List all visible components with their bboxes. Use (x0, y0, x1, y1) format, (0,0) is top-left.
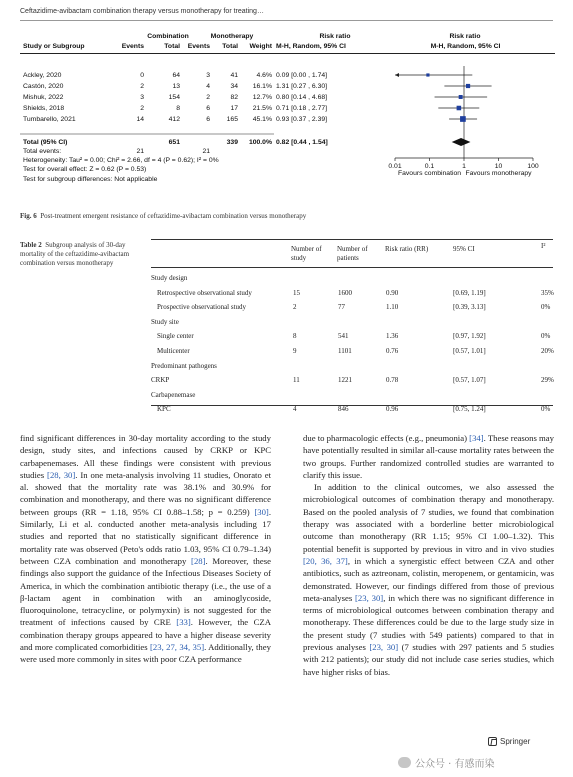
table-section-label: Study site (151, 317, 179, 326)
subgroup-text: Test for subgroup differences: Not applicable (23, 176, 158, 183)
header-events-1: Events (121, 43, 144, 50)
forest-plot (20, 28, 555, 198)
x-tick-label: 1 (462, 163, 466, 170)
x-tick-label: 0.01 (388, 163, 402, 170)
table-header-rule (151, 267, 553, 268)
table-cell-ci: [0.97, 1.92] (453, 332, 486, 341)
header-study: Study or Subgroup (23, 43, 85, 50)
study-row-weight: 12.7% (252, 94, 272, 101)
table-cell-patients: 1221 (338, 376, 352, 385)
study-row-t2: 17 (230, 105, 238, 112)
total-combination: 651 (168, 139, 180, 146)
study-row-e1: 2 (140, 105, 144, 112)
table-cell-i2: 0% (541, 303, 551, 312)
study-row-weight: 4.6% (256, 72, 272, 79)
study-marker (460, 116, 466, 122)
citation-link[interactable]: [30] (254, 506, 269, 517)
table-caption-text: Subgroup analysis of 30-day mortality of the ceftazidime-avibactam combination versus monotherapy (20, 241, 130, 267)
table-cell-studies: 8 (293, 332, 297, 341)
study-row-ci: 0.80 [0.14 , 4.68] (276, 94, 328, 101)
table-cell-studies: 2 (293, 303, 297, 312)
citation-link[interactable]: [28] (191, 555, 206, 566)
header-total-2: Total (222, 43, 238, 50)
table-cell-rr: 0.78 (386, 376, 399, 385)
study-row-e1: 2 (140, 83, 144, 90)
table-label: Table 2 (20, 241, 42, 249)
table-row-label: KPC (157, 405, 171, 414)
table-top-rule (151, 239, 553, 240)
pooled-diamond (452, 138, 471, 146)
study-row-t1: 412 (168, 116, 180, 123)
table-cell-patients: 846 (338, 405, 349, 414)
table-cell-patients: 1600 (338, 288, 352, 297)
header-risk-ratio: Risk ratio (319, 33, 351, 40)
running-head: Ceftazidime-avibactam combination therapy versus monotherapy for treating… (20, 8, 264, 15)
citation-link[interactable]: [23, 30] (355, 592, 384, 603)
overall-effect-text: Test for overall effect: Z = 0.62 (P = 0.53) (23, 166, 147, 173)
study-marker (466, 84, 470, 88)
study-row-e1: 3 (140, 94, 144, 101)
total-ci: 0.82 [0.44 , 1.54] (276, 139, 328, 146)
citation-link[interactable]: [34] (469, 433, 484, 443)
study-row-study: Castón, 2020 (23, 83, 64, 90)
table-cell-rr: 1.10 (386, 303, 399, 312)
watermark (398, 755, 495, 770)
citation-link[interactable]: [23, 27, 34, 35] (150, 642, 205, 653)
table-cell-i2: 35% (541, 288, 554, 297)
col-header-studies: Number of study (291, 245, 322, 262)
total-monotherapy: 339 (226, 139, 238, 146)
favours-combination-label: Favours combination (397, 170, 462, 177)
study-marker (426, 73, 429, 76)
table-row-label: Prospective observational study (157, 303, 247, 312)
header-monotherapy: Monotherapy (210, 33, 254, 40)
x-tick-label: 0.1 (424, 163, 435, 170)
study-row-e2: 3 (206, 72, 210, 79)
header-total-1: Total (164, 43, 180, 50)
table-row-label: Multicenter (157, 347, 190, 355)
table-cell-studies: 15 (293, 288, 300, 297)
study-marker (459, 95, 463, 99)
table-cell-rr: 1.36 (386, 332, 399, 341)
study-row-t2: 165 (226, 116, 238, 123)
header-events-2: Events (187, 43, 210, 50)
table-section-label: Predominant pathogens (151, 361, 217, 370)
total-events-combination: 21 (136, 148, 144, 155)
header-risk-ratio-plot: Risk ratio (449, 33, 481, 40)
study-row-e2: 6 (206, 116, 210, 123)
table-section-label: Study design (151, 274, 188, 282)
header-combination: Combination (147, 33, 189, 40)
table-cell-patients: 77 (338, 303, 345, 312)
table-cell-rr: 0.90 (386, 288, 399, 297)
table-row-label: Retrospective observational study (157, 288, 252, 297)
table-section-label: Carbapenemase (151, 390, 196, 399)
study-row-t2: 34 (230, 83, 238, 90)
header-method: M-H, Random, 95% CI (276, 43, 346, 50)
figure-caption (20, 212, 306, 220)
table-cell-ci: [0.57, 1.01] (453, 347, 486, 355)
study-row-t1: 8 (176, 105, 180, 112)
figure-label: Fig. 6 (20, 212, 37, 220)
study-row-study: Ackley, 2020 (23, 72, 62, 79)
paragraph: find significant differences in 30-day mortality according to the study design, study sites, and infections caused by CRKP or KPC carbapenemases. All these findings were consistent with previous studies [28, 30]. In one meta-analysis involving 11 studies, Onorato et al. showed that the mortality rate was 38.1% and 30.9% for combination and monotherapy, and there was no significant difference between groups (RR = 1.18, 95% CI 0.88–1.58; p = 0.259) [30]. Similarly, Li et al. conducted another meta-analysis including 17 studies and reported that no statistically significant difference in mortality rate was observed (Peto's odds ratio 1.03, 95% CI 0.79–1.34) between CZA combination and monotherapy [28]. Moreover, these findings also support the guidance of the Infectious Diseases Society of America, in which the combination antibiotic therapy (i.e., the use of a β-lactam agent in combination with an aminoglycoside, fluoroquinolone, tetracycline, or polymyxin) is not suggested for the treatment of infections caused by CRE [33]. However, the CZA combination therapy groups appeared to have a higher disease severity and more complicated comorbidities [23, 27, 34, 35]. Additionally, they were used more commonly in sites with poor CZA performance (20, 433, 271, 665)
table-cell-rr: 0.76 (386, 347, 399, 355)
study-row-t1: 154 (168, 94, 180, 101)
study-row-weight: 45.1% (252, 116, 272, 123)
watermark-text: 公众号 · 有感而染 (415, 759, 495, 770)
study-row-e2: 2 (206, 94, 210, 101)
study-row-study: Shields, 2018 (23, 105, 65, 112)
table-cell-i2: 0% (541, 405, 551, 414)
table-cell-studies: 9 (293, 347, 297, 355)
table-cell-i2: 29% (541, 376, 554, 385)
total-events-monotherapy: 21 (202, 148, 210, 155)
table-cell-patients: 541 (338, 332, 349, 341)
table-cell-ci: [0.57, 1.07] (453, 376, 486, 385)
col-header-i2: I² (541, 242, 546, 250)
table-cell-i2: 0% (541, 332, 551, 341)
table-cell-ci: [0.39, 3.13] (453, 303, 486, 312)
header-rule (20, 20, 553, 21)
body-column-right (303, 432, 554, 678)
ci-arrow (395, 73, 399, 77)
favours-monotherapy-label: Favours monotherapy (465, 170, 532, 177)
x-tick-label: 10 (494, 163, 503, 170)
table-cell-studies: 11 (293, 376, 300, 385)
paragraph: due to pharmacologic effects (e.g., pneumonia) [34]. These reasons may have potentially resulted in similar all-cause mortality rates between the two groups. Further randomized controlled studies are warranted to clarify this issue. (303, 433, 554, 480)
header-method-plot: M-H, Random, 95% CI (430, 43, 501, 50)
study-row-t1: 13 (172, 83, 180, 90)
citation-link[interactable]: [23, 30] (369, 642, 399, 653)
header-weight: Weight (249, 43, 272, 50)
table-cell-i2: 20% (541, 347, 554, 355)
paragraph: In addition to the clinical outcomes, we also assessed the microbiological outcomes of combination therapy and monotherapy. Based on the pooled analysis of 7 studies, we found that combination therapy was associated with a borderline better microbiological outcome than monotherapy (RR 1.15; 95% CI 1.00–1.32). This potential benefit is supported by previous in vitro and in vivo studies [20, 36, 37], in which a synergistic effect between CZA and other antibiotics, such as aztreonam, colistin, meropenem, or gentamicin, was demonstrated. However, our findings differed from those of previous meta-analyses [23, 30], in which there was no significant difference in terms of microbiological outcomes between combination therapy and monotherapy. These differences could be due to the large study size in the present study (7 studies with 549 patients) compared to that in previous analyses [23, 30] (7 studies with 297 patients and 5 studies with 212 patients); our study did not include case series studies, which have higher risks of bias. (303, 482, 554, 677)
publisher-logo (488, 737, 530, 746)
study-row-weight: 21.5% (252, 105, 272, 112)
study-row-weight: 16.1% (252, 83, 272, 90)
x-tick-label: 100 (527, 163, 539, 170)
heterogeneity-text: Heterogeneity: Tau² = 0.00; Chi² = 2.66, df = 4 (P = 0.62); I² = 0% (23, 157, 219, 164)
table-cell-rr: 0.96 (386, 405, 399, 414)
total-weight: 100.0% (248, 139, 272, 146)
study-row-t1: 64 (172, 72, 180, 79)
study-row-e1: 0 (140, 72, 144, 79)
study-row-ci: 1.31 [0.27 , 6.30] (276, 83, 328, 90)
table-row-label: CRKP (151, 376, 170, 385)
study-row-study: Tumbarello, 2021 (23, 116, 76, 123)
study-row-e2: 4 (206, 83, 210, 90)
study-row-ci: 0.93 [0.37 , 2.39] (276, 116, 328, 123)
study-row-e2: 6 (206, 105, 210, 112)
citation-link[interactable]: [20, 36, 37] (303, 555, 348, 566)
table-bottom-rule (151, 405, 553, 406)
study-row-ci: 0.71 [0.18 , 2.77] (276, 105, 328, 112)
table-row-label: Single center (157, 332, 194, 341)
wechat-icon (398, 757, 411, 768)
body-column-left (20, 432, 271, 666)
study-row-study: Mishuk, 2022 (23, 94, 64, 101)
total-label: Total (95% CI) (23, 139, 68, 146)
study-row-t2: 41 (230, 72, 238, 79)
table-cell-ci: [0.69, 1.19] (453, 288, 486, 297)
study-row-ci: 0.09 [0.00 , 1.74] (276, 72, 328, 79)
citation-link[interactable]: [33] (176, 617, 191, 628)
publisher-name: Springer (500, 737, 531, 746)
total-events-label: Total events: (23, 148, 62, 155)
table-cell-studies: 4 (293, 405, 297, 414)
study-marker (457, 106, 462, 111)
col-header-rr: Risk ratio (RR) (385, 245, 429, 253)
citation-link[interactable]: [28, 30] (47, 469, 76, 480)
study-row-e1: 14 (136, 116, 144, 123)
table-cell-ci: [0.75, 1.24] (453, 405, 486, 414)
table-caption (20, 241, 130, 268)
col-header-ci: 95% CI (453, 245, 475, 253)
springer-horse-icon (488, 737, 497, 746)
figure-caption-text: Post-treatment emergent resistance of ceftazidime-avibactam combination versus monotherapy (40, 212, 307, 220)
table-cell-patients: 1101 (338, 347, 352, 355)
study-row-t2: 82 (230, 94, 238, 101)
col-header-patients: Number of patients (337, 245, 368, 262)
